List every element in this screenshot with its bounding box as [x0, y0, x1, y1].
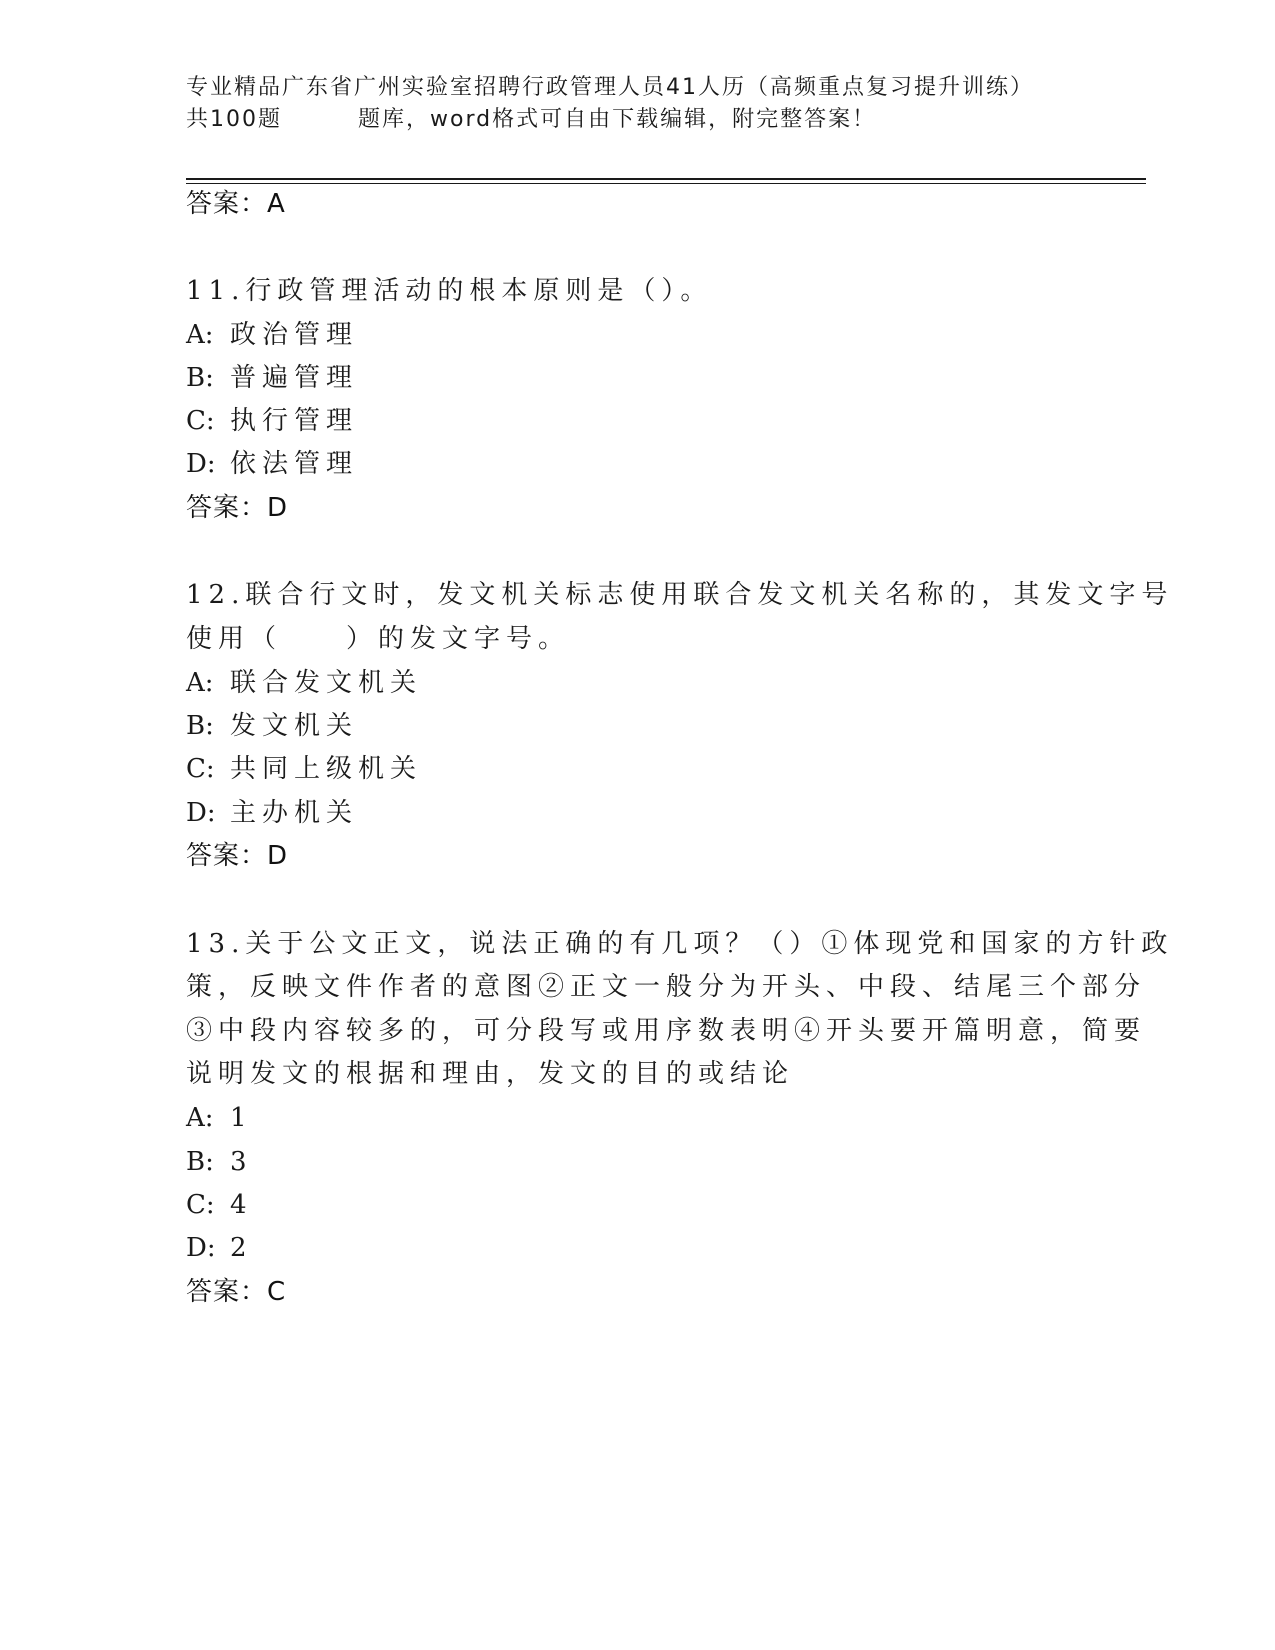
- option-key: D:: [186, 449, 216, 479]
- option-text: 2: [230, 1233, 253, 1263]
- option-a: [186, 1101, 253, 1135]
- option-text: 依法管理: [230, 449, 359, 479]
- header-subtitle-line: [186, 104, 1086, 136]
- question-text-line: 使用（ ）的发文字号。: [186, 624, 571, 654]
- option-key: D:: [186, 798, 216, 828]
- option-key: A:: [186, 320, 214, 350]
- option-d: [186, 796, 358, 830]
- option-text: 1: [230, 1103, 253, 1133]
- header-divider-thick: [186, 178, 1146, 180]
- option-key: B:: [186, 363, 214, 393]
- option-key: D:: [186, 1233, 216, 1263]
- option-c: [186, 752, 422, 786]
- option-d: [186, 1231, 253, 1265]
- option-text: 执行管理: [230, 406, 359, 436]
- question-text-line: 13.关于公文正文，说法正确的有几项？（）①体现党和国家的方针政: [186, 929, 1174, 959]
- header-divider-thin: [186, 183, 1146, 184]
- header-question-count: 共100题: [186, 107, 282, 132]
- option-d: [186, 447, 358, 481]
- option-text: 联合发文机关: [230, 668, 423, 698]
- question-answer: 答案：D: [186, 493, 289, 523]
- option-a: [186, 666, 422, 700]
- option-key: C:: [186, 754, 215, 784]
- option-b: [186, 361, 358, 395]
- option-key: C:: [186, 1190, 215, 1220]
- option-text: 普遍管理: [230, 363, 359, 393]
- option-key: C:: [186, 406, 215, 436]
- option-key: B:: [186, 711, 214, 741]
- option-text: 共同上级机关: [230, 754, 423, 784]
- option-a: [186, 318, 358, 352]
- option-c: [186, 404, 358, 438]
- question-answer: 答案：C: [186, 1277, 287, 1307]
- question-answer: 答案：D: [186, 841, 289, 871]
- previous-answer: 答案：A: [186, 189, 286, 219]
- option-text: 发文机关: [230, 711, 359, 741]
- option-b: [186, 709, 358, 743]
- question-text-line: 12.联合行文时，发文机关标志使用联合发文机关名称的，其发文字号: [186, 580, 1174, 610]
- document-header: [186, 72, 1086, 136]
- header-format-note: 题库，word格式可自由下载编辑，附完整答案！: [358, 107, 877, 132]
- question-text-line: 说明发文的根据和理由，发文的目的或结论: [186, 1059, 795, 1089]
- option-key: A:: [186, 668, 214, 698]
- option-key: A:: [186, 1103, 214, 1133]
- option-key: B:: [186, 1147, 214, 1177]
- header-title-line: 专业精品广东省广州实验室招聘行政管理人员41人历（高频重点复习提升训练）: [186, 75, 1034, 100]
- option-b: [186, 1145, 253, 1179]
- question-text-line: 11.行政管理活动的根本原则是（）。: [186, 276, 713, 306]
- option-text: 主办机关: [230, 798, 359, 828]
- question-text-line: 策，反映文件作者的意图②正文一般分为开头、中段、结尾三个部分: [186, 972, 1147, 1002]
- option-text: 4: [230, 1190, 253, 1220]
- option-text: 政治管理: [230, 320, 359, 350]
- option-c: [186, 1188, 253, 1222]
- question-text-line: ③中段内容较多的，可分段写或用序数表明④开头要开篇明意，简要: [186, 1016, 1147, 1046]
- option-text: 3: [230, 1147, 253, 1177]
